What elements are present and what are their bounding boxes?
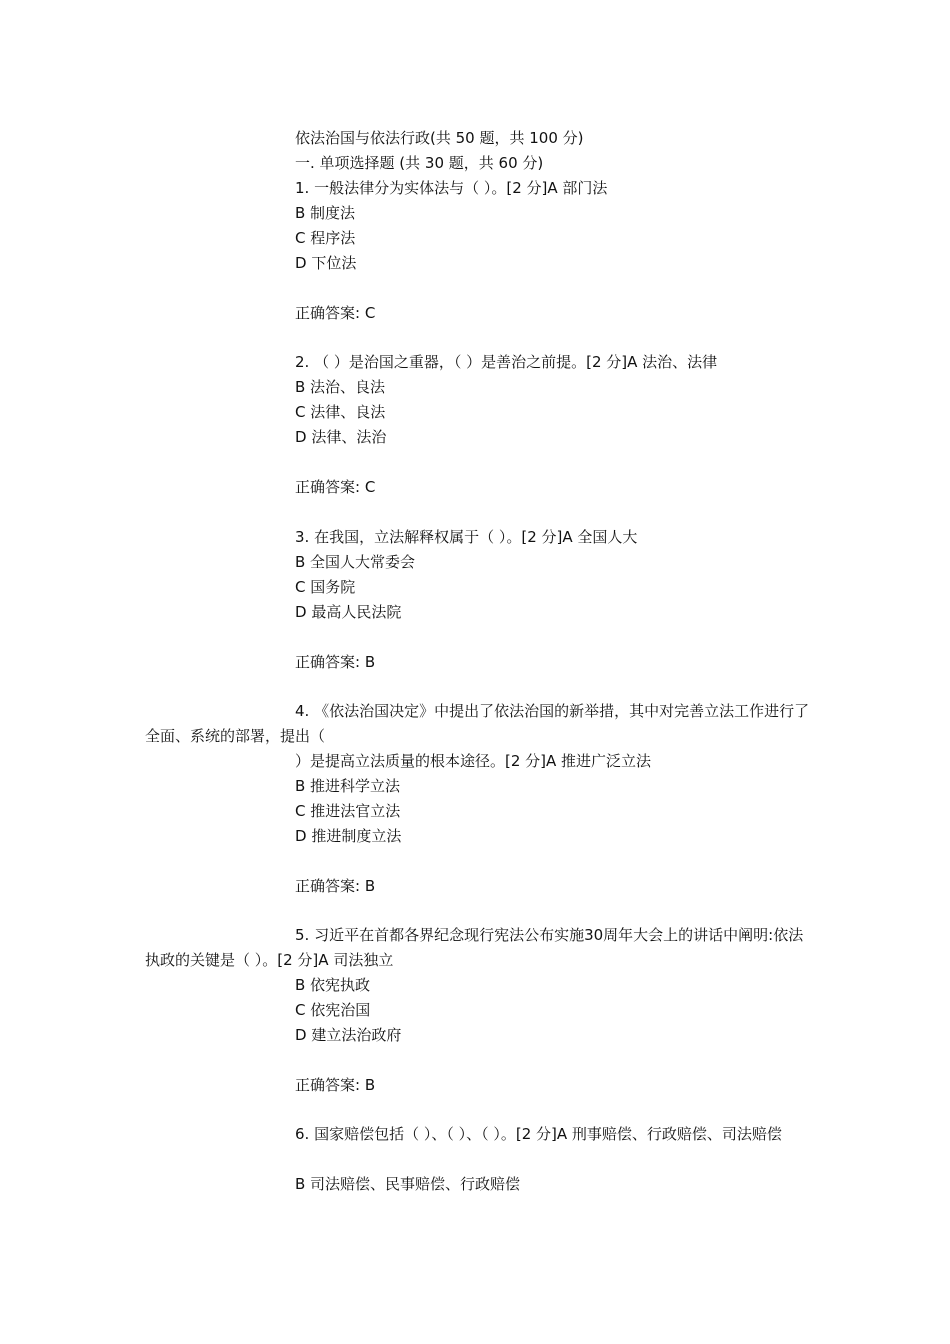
question-5-option-c: C 依宪治国 [295,1001,371,1019]
question-3-answer: 正确答案: B [295,653,376,671]
question-5-answer: 正确答案: B [295,1076,376,1094]
question-4-answer: 正确答案: B [295,877,376,895]
question-2-option-b: B 法治、良法 [295,378,386,396]
question-2-stem: 2. （ ）是治国之重器，（ ）是善治之前提。[2 分]A 法治、法律 [295,353,718,371]
question-1-option-d: D 下位法 [295,254,357,272]
question-2-option-c: C 法律、良法 [295,403,386,421]
question-1-option-b: B 制度法 [295,204,356,222]
question-1-stem: 1. 一般法律分为实体法与（ ）。[2 分]A 部门法 [295,179,608,197]
question-6-option-b: B 司法赔偿、民事赔偿、行政赔偿 [295,1175,521,1193]
document-title: 依法治国与依法行政(共 50 题，共 100 分) [295,129,584,147]
question-5-option-d: D 建立法治政府 [295,1026,402,1044]
question-3-option-d: D 最高人民法院 [295,603,402,621]
section-heading: 一. 单项选择题 (共 30 题，共 60 分) [295,154,544,172]
question-3-option-c: C 国务院 [295,578,356,596]
question-4-stem: 4. 《依法治国决定》中提出了依法治国的新举措，其中对完善立法工作进行了全面、系统的部署，提出（ [145,702,810,745]
question-4-stem-continued: ）是提高立法质量的根本途径。[2 分]A 推进广泛立法 [295,752,652,770]
question-5-stem: 5. 习近平在首都各界纪念现行宪法公布实施30周年大会上的讲话中阐明:依法执政的关键是（ ）。[2 分]A 司法独立 [145,926,804,969]
question-4-option-b: B 推进科学立法 [295,777,401,795]
question-2-option-d: D 法律、法治 [295,428,387,446]
question-5-option-b: B 依宪执政 [295,976,371,994]
question-1-answer: 正确答案: C [295,304,376,322]
question-6-stem: 6. 国家赔偿包括（ ）、（ ）、（ ）。[2 分]A 刑事赔偿、行政赔偿、司法赔偿 [295,1125,782,1143]
question-3-stem: 3. 在我国，立法解释权属于（ ）。[2 分]A 全国人大 [295,528,638,546]
question-1-option-c: C 程序法 [295,229,356,247]
question-4-option-d: D 推进制度立法 [295,827,402,845]
question-3-option-b: B 全国人大常委会 [295,553,416,571]
question-4-option-c: C 推进法官立法 [295,802,401,820]
question-2-answer: 正确答案: C [295,478,376,496]
